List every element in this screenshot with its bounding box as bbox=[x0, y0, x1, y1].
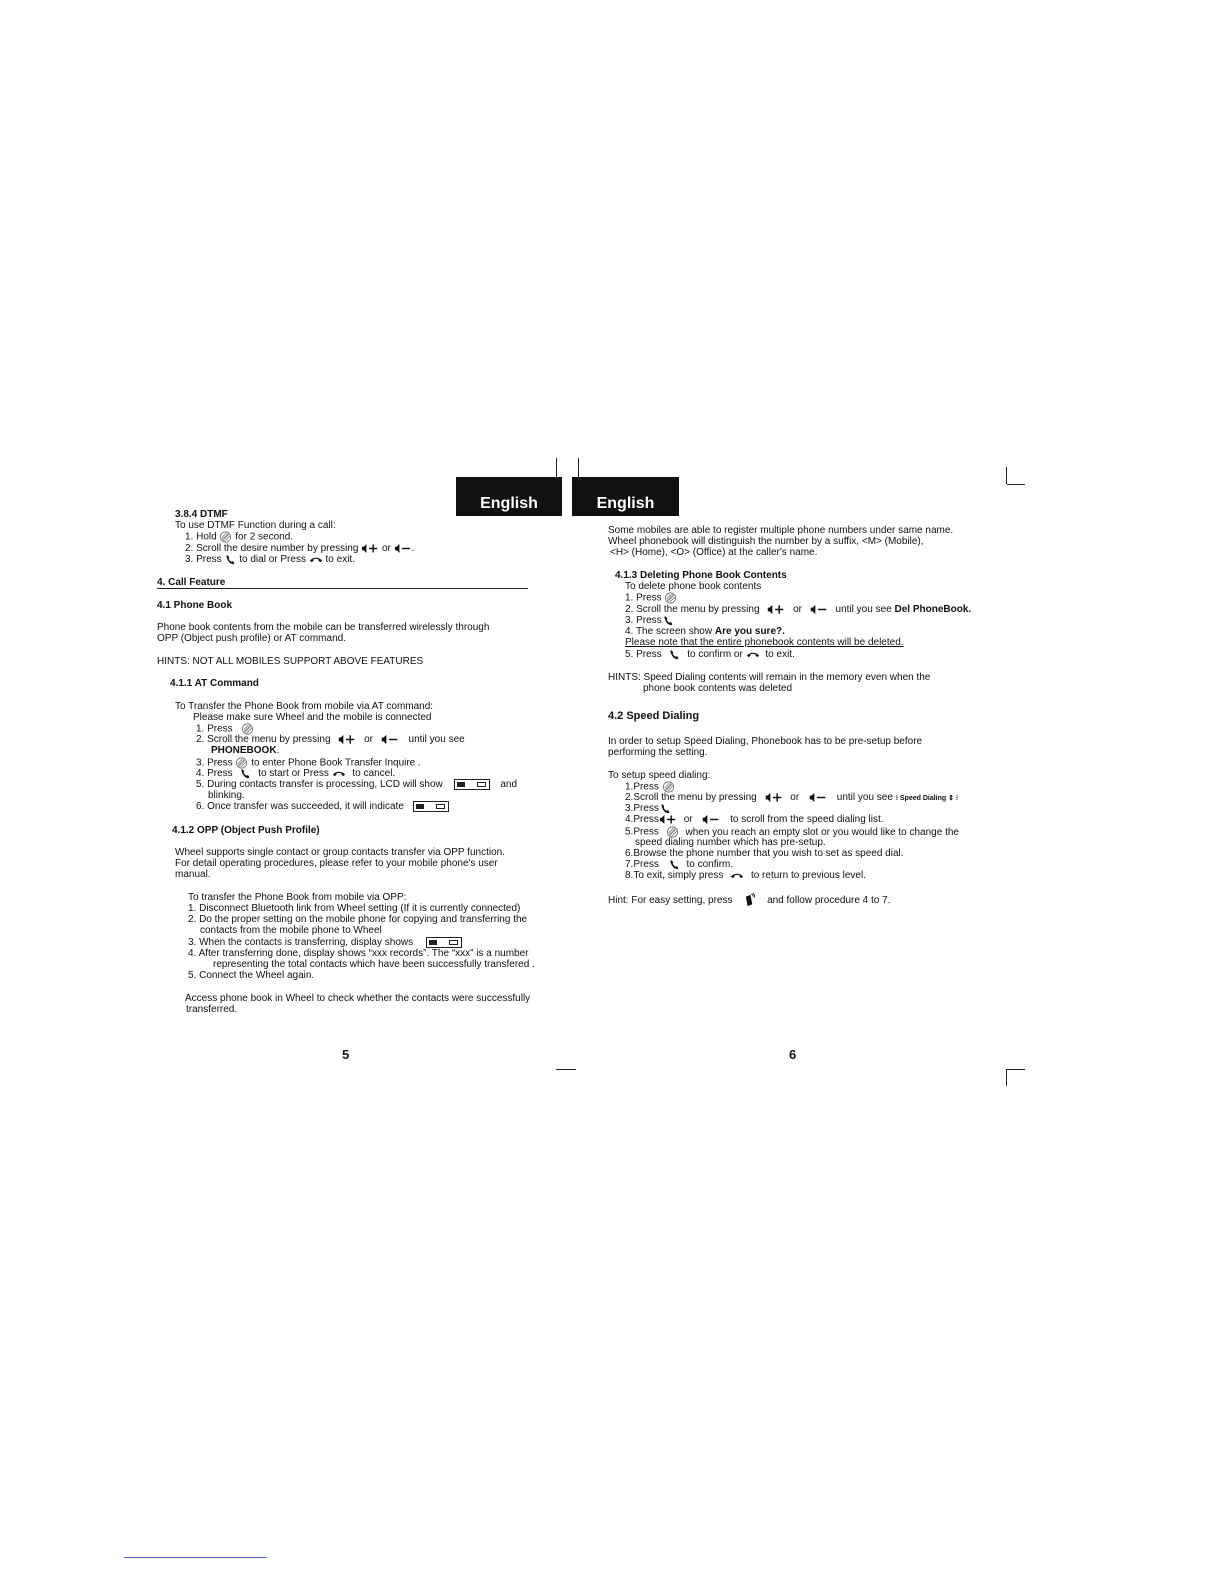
at-step-4 bbox=[196, 768, 395, 779]
text: Hint: For easy setting, press bbox=[608, 895, 733, 907]
crop-mark bbox=[1007, 484, 1025, 485]
text: or bbox=[793, 604, 802, 616]
paragraph: To setup speed dialing: bbox=[608, 770, 711, 781]
text: . bbox=[276, 745, 280, 756]
at-command-title: 4.1.1 AT Command bbox=[170, 678, 259, 689]
text: and bbox=[500, 779, 518, 791]
crop-mark bbox=[1006, 467, 1007, 484]
sd-step-8 bbox=[625, 870, 866, 881]
sd-step-5-cont: speed dialing number which has pre-setup. bbox=[635, 837, 826, 848]
delete-warning: Please note that the entire phonebook contents will be deleted. bbox=[625, 637, 904, 648]
volume-down-icon bbox=[380, 734, 400, 745]
del-step-2 bbox=[625, 604, 971, 615]
text: 3.Press bbox=[625, 803, 659, 815]
del-step-1 bbox=[625, 592, 677, 604]
text: Speed Dialing bbox=[899, 795, 947, 803]
text: 5. Press bbox=[625, 649, 662, 661]
at-step-2-cont bbox=[211, 745, 279, 756]
end-call-icon bbox=[746, 650, 760, 659]
text: or bbox=[381, 543, 391, 555]
text: 2. Scroll the desire number by pressing bbox=[185, 543, 359, 555]
tab-english-left: English bbox=[456, 477, 562, 516]
at-step-6 bbox=[196, 801, 449, 812]
text: to cancel. bbox=[352, 768, 396, 780]
dial-icon bbox=[659, 803, 671, 814]
crop-mark bbox=[578, 458, 579, 477]
lcd-transfer-icon bbox=[413, 801, 449, 812]
at-step-5-cont: blinking. bbox=[208, 790, 245, 801]
volume-up-icon bbox=[766, 604, 786, 615]
text: 6. Once transfer was succeeded, it will indicate bbox=[196, 801, 404, 813]
opp-step-4-cont: representing the total contacts which have been successfully transfered . bbox=[213, 959, 535, 970]
paragraph: Wheel supports single contact or group contacts transfer via OPP function. bbox=[175, 847, 505, 858]
paragraph: Wheel phonebook will distinguish the number by a suffix, <M> (Mobile), bbox=[608, 536, 924, 547]
bottom-rule bbox=[124, 1557, 267, 1558]
del-step-5 bbox=[625, 649, 795, 660]
dial-icon bbox=[662, 615, 674, 626]
text: or bbox=[364, 734, 373, 746]
tab-english-right: English bbox=[572, 477, 679, 516]
end-call-icon bbox=[332, 769, 346, 778]
text: to confirm or bbox=[687, 649, 743, 661]
sd-step-4 bbox=[625, 814, 884, 825]
text: 3. When the contacts is transferring, display shows bbox=[188, 937, 414, 949]
hint-easy-setting bbox=[608, 893, 890, 908]
at-step-2 bbox=[196, 734, 465, 745]
paragraph: To transfer the Phone Book from mobile via OPP: bbox=[188, 892, 407, 903]
text: 1. Hold bbox=[185, 531, 217, 543]
text: or bbox=[790, 792, 800, 804]
text: to dial or Press bbox=[239, 554, 306, 566]
text: to start or Press bbox=[258, 768, 329, 780]
speed-dialing-lcd-text: ⁝ Speed Dialing ⇕ ⁝ bbox=[895, 795, 959, 803]
page-number-right: 6 bbox=[789, 1047, 797, 1062]
end-call-icon bbox=[730, 871, 744, 880]
paragraph: performing the setting. bbox=[608, 747, 708, 758]
text: to scroll from the speed dialing list. bbox=[730, 814, 884, 826]
end-call-icon bbox=[309, 555, 323, 564]
text: until you see bbox=[408, 734, 465, 746]
paragraph: For detail operating procedures, please refer to your mobile phone's user bbox=[175, 858, 498, 869]
del-step-4 bbox=[625, 626, 785, 637]
text: Del PhoneBook. bbox=[894, 604, 972, 616]
page-number-left: 5 bbox=[342, 1047, 350, 1062]
delete-title: 4.1.3 Deleting Phone Book Contents bbox=[615, 570, 787, 581]
wheel-button-icon bbox=[219, 531, 232, 543]
text: . bbox=[411, 543, 415, 555]
paragraph: <H> (Home), <O> (Office) at the caller's name. bbox=[610, 547, 818, 558]
opp-step-4: 4. After transferring done, display shows “xxx records”. The “xxx” is a number bbox=[188, 948, 529, 959]
phone-button-icon bbox=[743, 893, 756, 908]
volume-down-icon bbox=[808, 792, 828, 803]
paragraph: In order to setup Speed Dialing, Phonebook has to be pre-setup before bbox=[608, 736, 923, 747]
phone-book-title: 4.1 Phone Book bbox=[157, 600, 233, 611]
lcd-transfer-icon bbox=[426, 937, 462, 948]
volume-down-icon bbox=[394, 543, 412, 554]
lcd-transfer-icon bbox=[454, 779, 490, 790]
text: until you see bbox=[836, 792, 893, 804]
crop-mark bbox=[556, 1069, 576, 1070]
volume-down-icon bbox=[809, 604, 829, 615]
text: and follow procedure 4 to 7. bbox=[767, 895, 891, 907]
del-step-3 bbox=[625, 615, 674, 626]
text: until you see bbox=[835, 604, 892, 616]
sd-step-2 bbox=[625, 792, 958, 804]
paragraph: OPP (Object push profile) or AT command. bbox=[157, 633, 346, 644]
text: for 2 second. bbox=[235, 531, 294, 543]
text: 3. Press bbox=[185, 554, 222, 566]
dial-icon bbox=[668, 859, 680, 870]
opp-step-2-cont: contacts from the mobile phone to Wheel bbox=[200, 925, 382, 936]
text: to exit. bbox=[765, 649, 795, 661]
volume-up-icon bbox=[764, 792, 784, 803]
crop-mark bbox=[1007, 1069, 1025, 1070]
paragraph: To delete phone book contents bbox=[625, 581, 762, 592]
dtmf-step-1 bbox=[185, 531, 293, 543]
hints: HINTS: NOT ALL MOBILES SUPPORT ABOVE FEATURES bbox=[157, 656, 424, 667]
dtmf-step-3 bbox=[185, 554, 355, 565]
text: when you reach an empty slot or you would like to change the bbox=[685, 826, 959, 838]
opp-step-2: 2. Do the proper setting on the mobile phone for copying and transferring the bbox=[188, 914, 528, 925]
dial-icon bbox=[668, 649, 680, 660]
sd-step-7 bbox=[625, 859, 733, 870]
text: 5. During contacts transfer is processing, LCD will show bbox=[196, 779, 443, 791]
text: Are you sure?. bbox=[714, 626, 785, 637]
text: 3. Press bbox=[625, 615, 662, 627]
text: 5.Press bbox=[625, 826, 659, 838]
dial-icon bbox=[224, 554, 236, 565]
paragraph: manual. bbox=[175, 869, 211, 880]
text: 1. Press bbox=[196, 723, 233, 735]
text: 1. Press bbox=[625, 592, 662, 604]
text: 8.To exit, simply press bbox=[625, 870, 724, 881]
opp-step-3 bbox=[188, 937, 462, 948]
volume-up-icon bbox=[337, 734, 357, 745]
dtmf-title: 3.8.4 DTMF bbox=[175, 509, 228, 520]
volume-up-icon bbox=[361, 543, 379, 554]
crop-mark bbox=[1006, 1069, 1007, 1086]
wheel-button-icon bbox=[664, 592, 677, 604]
call-feature-heading: 4. Call Feature bbox=[157, 577, 226, 588]
dtmf-intro: To use DTMF Function during a call: bbox=[175, 520, 336, 531]
text: PHONEBOOK bbox=[211, 745, 277, 756]
hints: HINTS: Speed Dialing contents will remain in the memory even when the bbox=[608, 672, 931, 683]
text: to enter Phone Book Transfer Inquire . bbox=[251, 757, 421, 769]
paragraph: Access phone book in Wheel to check whether the contacts were successfully bbox=[185, 993, 531, 1004]
paragraph: Phone book contents from the mobile can be transferred wirelessly through bbox=[157, 622, 490, 633]
volume-down-icon bbox=[701, 814, 721, 825]
dtmf-step-2 bbox=[185, 543, 414, 554]
text: to confirm. bbox=[686, 859, 734, 871]
text: 4. Press bbox=[196, 768, 233, 780]
at-step-5 bbox=[196, 779, 517, 790]
text: 7.Press bbox=[625, 859, 659, 871]
paragraph: Some mobiles are able to register multiple phone numbers under same name. bbox=[608, 525, 954, 536]
dial-icon bbox=[239, 768, 251, 779]
paragraph: Please make sure Wheel and the mobile is connected bbox=[193, 712, 432, 723]
text: 1.Press bbox=[625, 781, 659, 793]
text: 3. Press bbox=[196, 757, 233, 769]
opp-step-5: 5. Connect the Wheel again. bbox=[188, 970, 315, 981]
text: to exit. bbox=[325, 554, 355, 566]
text: or bbox=[683, 814, 693, 826]
volume-up-icon bbox=[659, 814, 677, 825]
text: 2. Scroll the menu by pressing bbox=[196, 734, 331, 746]
sd-step-3 bbox=[625, 803, 671, 814]
crop-mark bbox=[556, 458, 557, 477]
opp-step-1: 1. Disconnect Bluetooth link from Wheel setting (If it is currently connected) bbox=[188, 903, 521, 914]
text: to return to previous level. bbox=[750, 870, 866, 881]
paragraph: To Transfer the Phone Book from mobile via AT command: bbox=[175, 701, 434, 712]
speed-dialing-title: 4.2 Speed Dialing bbox=[608, 710, 700, 722]
paragraph: transferred. bbox=[186, 1004, 238, 1015]
hints-cont: phone book contents was deleted bbox=[643, 683, 792, 694]
opp-title: 4.1.2 OPP (Object Push Profile) bbox=[172, 825, 320, 836]
section-rule bbox=[157, 588, 528, 589]
text: 4. The screen show bbox=[625, 626, 713, 637]
text: 2.Scroll the menu by pressing bbox=[625, 792, 757, 804]
text: 4.Press bbox=[625, 814, 659, 826]
sd-step-6: 6.Browse the phone number that you wish to set as speed dial. bbox=[625, 848, 904, 859]
text: 2. Scroll the menu by pressing bbox=[625, 604, 760, 616]
